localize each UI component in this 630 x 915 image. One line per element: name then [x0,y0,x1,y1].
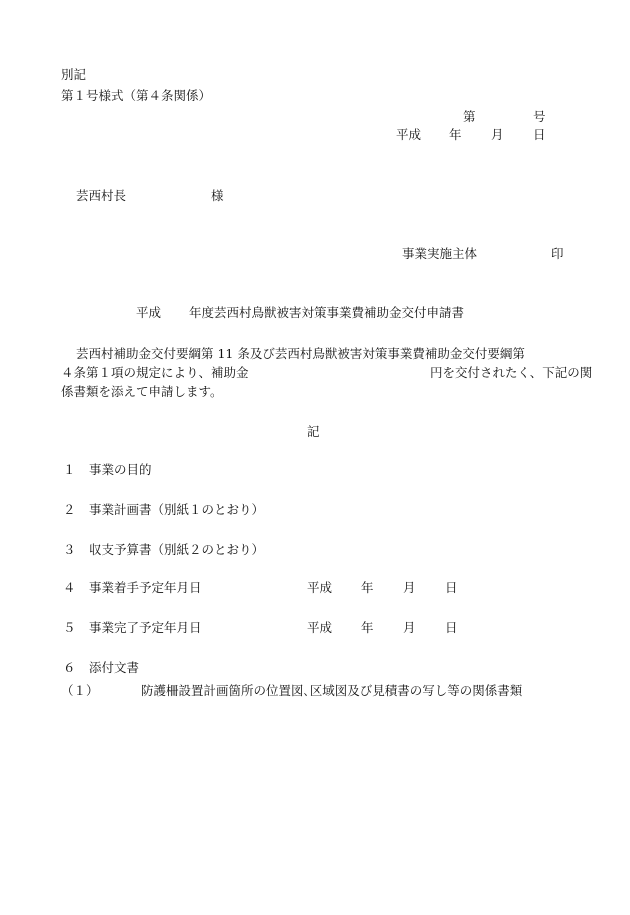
body-line-2b: 円を交付されたく、下記の関 [430,365,593,380]
end-date-day: 日 [445,620,458,635]
body-line-2a: ４条第１項の規定により、補助金 [61,365,249,380]
item-number: ６ [63,660,76,675]
item-label: 添付文書 [89,660,140,675]
start-date-day: 日 [445,580,458,595]
item-label: 事業着手予定年月日 [89,580,202,595]
end-date-era: 平成 [307,620,333,635]
date-era: 平成 [396,127,422,142]
item-label: 事業の目的 [89,462,152,477]
item-label: 事業完了予定年月日 [89,620,202,635]
date-month: 月 [491,127,504,142]
addressee-name: 芸西村長 [76,188,127,203]
item-number: ４ [63,580,76,595]
item-number: １ [63,462,76,477]
date-day: 日 [533,127,546,142]
body-line-3: 係書類を添えて申請します。 [61,384,223,399]
item-number: ３ [63,542,76,557]
ki-heading: 記 [307,424,320,439]
form-label: 第１号様式（第４条関係） [61,88,212,103]
attachment-text: 防護柵設置計画箇所の位置図､区域図及び見積書の写し等の関係書類 [141,683,523,698]
end-date-year: 年 [361,620,374,635]
annex-label: 別記 [61,67,87,82]
date-year: 年 [449,127,462,142]
applicant-label: 事業実施主体 [402,246,478,261]
end-date-month: 月 [403,620,416,635]
number-dai: 第 [463,109,476,124]
attachment-number: （１） [61,683,99,698]
item-label: 事業計画書（別紙１のとおり） [89,502,265,517]
body-line-1: 芸西村補助金交付要綱第 11 条及び芸西村鳥獣被害対策事業費補助金交付要綱第 [76,346,525,361]
start-date-month: 月 [403,580,416,595]
start-date-year: 年 [361,580,374,595]
title-era: 平成 [136,305,162,320]
start-date-era: 平成 [307,580,333,595]
page-title: 年度芸西村鳥獣被害対策事業費補助金交付申請書 [189,305,465,320]
seal-mark: 印 [551,246,564,261]
addressee-honorific: 様 [211,188,224,203]
item-number: ２ [63,502,76,517]
number-go: 号 [533,109,546,124]
item-label: 収支予算書（別紙２のとおり） [89,542,265,557]
item-number: ５ [63,620,76,635]
